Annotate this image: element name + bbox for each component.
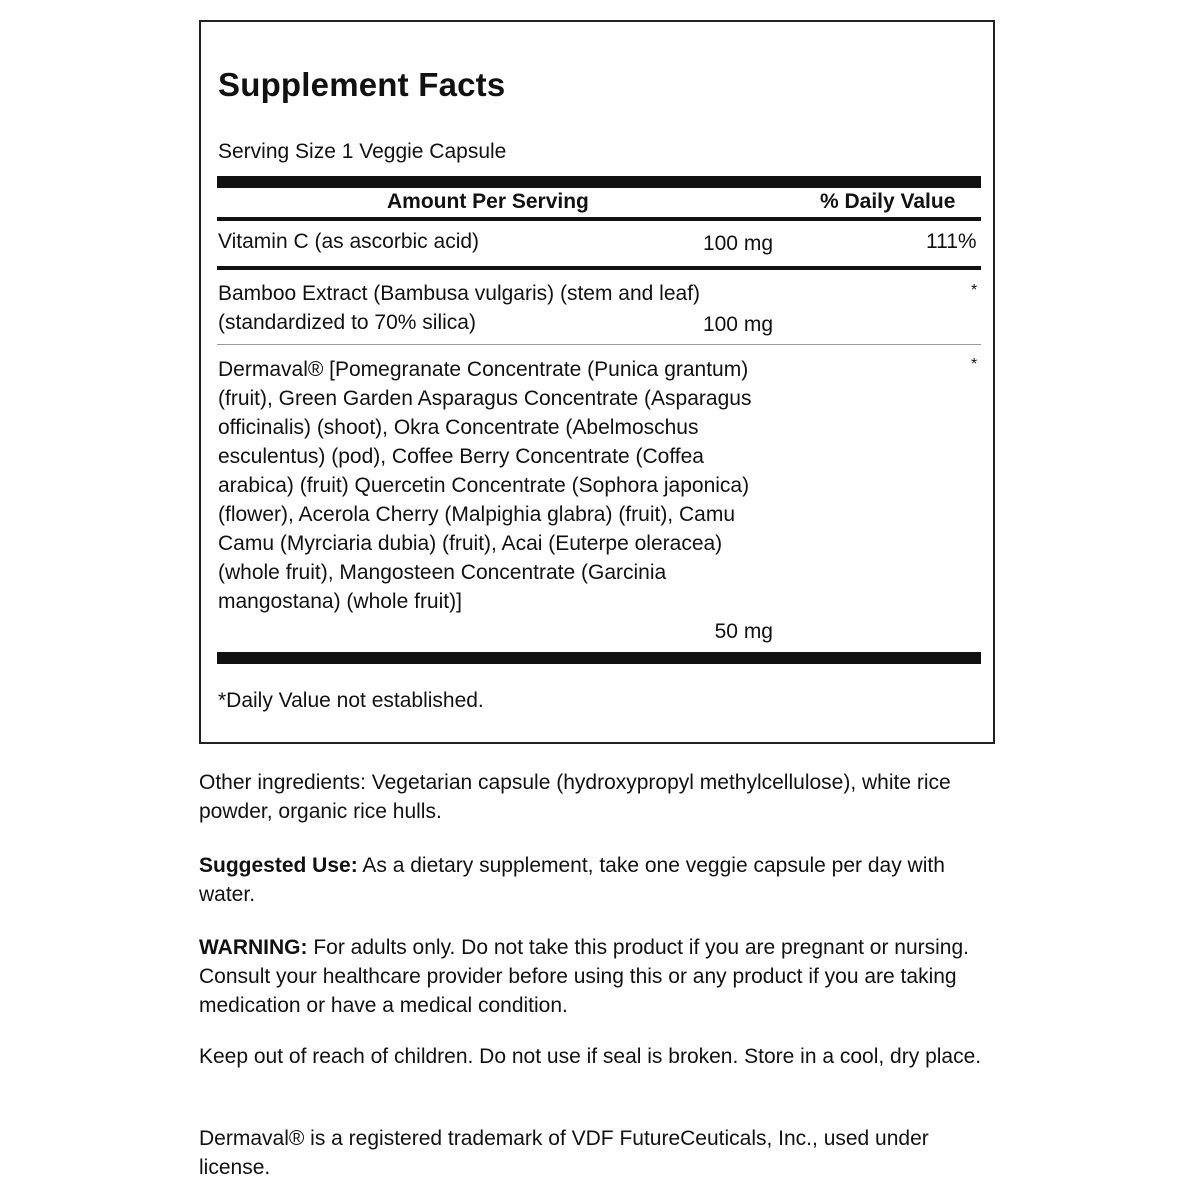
bamboo-amount: 100 mg (702, 313, 773, 336)
supplement-facts-panel (199, 20, 995, 744)
suggested-use-text: As a dietary supplement, take one veggie capsule per day with water. (199, 854, 945, 906)
row-divider-thin (217, 344, 981, 345)
warning (199, 933, 999, 1020)
trademark-notice: Dermaval® is a registered trademark of VDF FutureCeuticals, Inc., used under license. (199, 1127, 929, 1179)
bottom-thick-divider (217, 652, 981, 664)
vitamin-c-amount: 100 mg (702, 232, 773, 255)
other-ingredients: Other ingredients: Vegetarian capsule (hydroxypropyl methylcellulose), white rice powder, organic rice hulls. (199, 771, 951, 823)
panel-title: Supplement Facts (218, 66, 506, 103)
warning-label: WARNING: (199, 936, 308, 959)
vitamin-c-name: Vitamin C (as ascorbic acid) (218, 230, 480, 253)
serving-size: Serving Size 1 Veggie Capsule (218, 140, 507, 163)
bamboo-name-line1: Bamboo Extract (Bambusa vulgaris) (stem and leaf) (218, 282, 701, 305)
dermaval-blend-name: Dermaval® [Pomegranate Concentrate (Punica grantum) (fruit), Green Garden Asparagus Concentrate (Asparagus officinalis) (shoot), Okra Concentrate (Abelmoschus esculentus) (pod), Coffee Berry Concentrate (Coffea arabica) (fruit) Quercetin Concentrate (Sophora japonica) (flower), Acerola Cherry (Malpighia glabra) (fruit), Camu Camu (Myrciaria dubia) (fruit), Acai (Euterpe oleracea) (whole fruit), Mangosteen Concentrate (Garcinia mangostana) (whole fruit)] (218, 358, 752, 613)
header-divider (217, 217, 981, 221)
daily-value-header: % Daily Value (820, 190, 956, 213)
storage-instructions: Keep out of reach of children. Do not use if seal is broken. Store in a cool, dry place. (199, 1045, 982, 1068)
warning-text: For adults only. Do not take this product if you are pregnant or nursing. Consult your healthcare provider before using this or any product if you are taking medication or have a medical condition. (199, 936, 969, 1017)
thick-divider (217, 176, 981, 188)
suggested-use-label: Suggested Use: (199, 854, 358, 877)
suggested-use (199, 851, 999, 909)
dermaval-amount: 50 mg (714, 620, 773, 643)
row-divider (217, 266, 981, 270)
footnote: *Daily Value not established. (218, 689, 484, 712)
amount-per-serving-header: Amount Per Serving (387, 190, 589, 213)
dermaval-dv-asterisk: * (971, 356, 978, 373)
bamboo-name-line2: (standardized to 70% silica) (218, 311, 476, 334)
bamboo-dv-asterisk: * (971, 282, 978, 299)
vitamin-c-dv: 111% (926, 230, 977, 253)
